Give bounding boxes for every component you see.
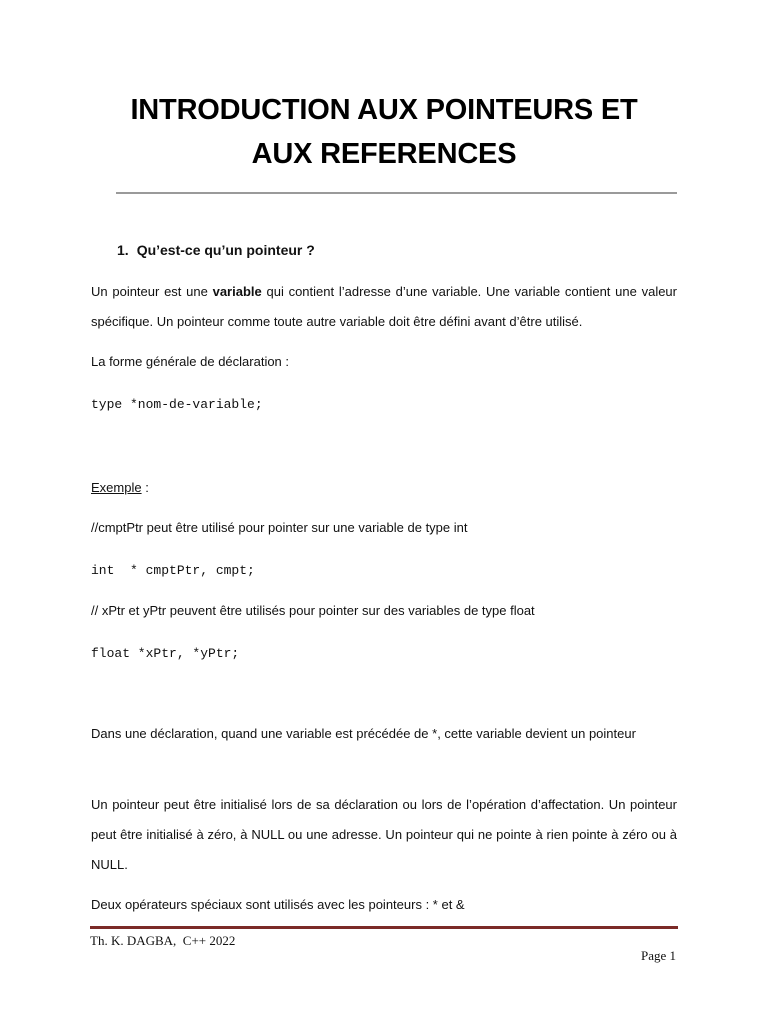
paragraph-definition <box>91 277 677 337</box>
section-number: 1. <box>117 242 129 258</box>
document-title <box>92 88 676 176</box>
example-word: Exemple <box>91 480 142 495</box>
code-example-float: float *xPtr, *yPtr; <box>91 646 240 661</box>
page-number: Page 1 <box>640 948 676 963</box>
paragraph-pointer-declaration: Dans une déclaration, quand une variable est précédée de *, cette variable devient un pointeur <box>91 726 636 741</box>
example-label <box>91 473 677 503</box>
title-divider <box>116 192 677 194</box>
code-comment-1: //cmptPtr peut être utilisé pour pointer sur une variable de type int <box>91 520 468 535</box>
paragraph-text: qui contient l’adresse d’une variable. Une variable contient une valeur spécifique. Un pointeur comme toute autre variable doit être défini avant d’être utilisé. <box>91 284 677 329</box>
footer-divider <box>90 926 678 929</box>
bold-term: variable <box>212 284 262 299</box>
title-line-2: AUX REFERENCES <box>251 138 517 170</box>
paragraph-pointer-initialization: Un pointeur peut être initialisé lors de sa déclaration ou lors de l’opération d’affectation. Un pointeur peut être initialisé à zéro, à NULL ou une adresse. Un pointeur qui ne pointe à rien pointe à zéro ou à NULL. <box>91 797 677 872</box>
code-declaration: type *nom-de-variable; <box>91 397 263 412</box>
title-line-1: INTRODUCTION AUX POINTEURS ET <box>130 94 638 126</box>
section-title: Qu’est-ce qu’un pointeur ? <box>136 242 315 258</box>
example-colon: : <box>141 480 149 495</box>
section-heading <box>117 240 315 260</box>
code-example-int: int * cmptPtr, cmpt; <box>91 563 255 578</box>
paragraph-declaration-intro: La forme générale de déclaration : <box>91 354 290 369</box>
paragraph-operators: Deux opérateurs spéciaux sont utilisés avec les pointeurs : * et & <box>91 897 465 912</box>
footer-author: Th. K. DAGBA, C++ 2022 <box>90 933 236 948</box>
code-comment-2: // xPtr et yPtr peuvent être utilisés pour pointer sur des variables de type float <box>91 603 535 618</box>
paragraph-text: Un pointeur est une <box>91 284 213 299</box>
